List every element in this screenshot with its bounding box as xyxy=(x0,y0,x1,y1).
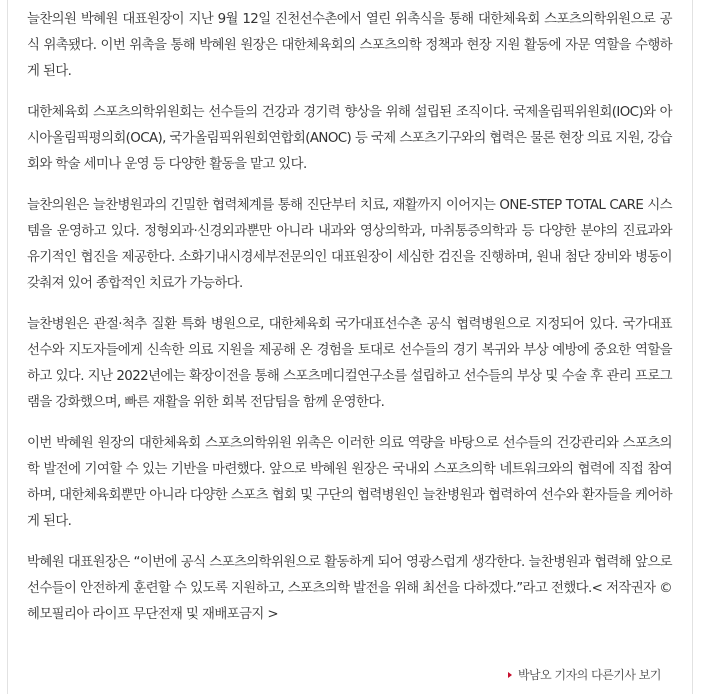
quote-text: 박혜원 대표원장은 “이번에 공식 스포츠의학위원으로 활동하게 되어 영광스럽게 생각한다. 늘찬병원과 협력해 앞으로 선수들이 안전하게 훈련할 수 있도록 지원하고, 스포츠의학 발전을 위해 최선을 다하겠다.”라고 전했다. xyxy=(27,555,672,596)
article-paragraph-2: 대한체육회 스포츠의학위원회는 선수들의 건강과 경기력 향상을 위해 설립된 조직이다. 국제올림픽위원회(IOC)와 아시아올림픽평의회(OCA), 국가올림픽위원회연합회(ANOC) 등 국제 스포츠기구와의 협력은 물론 현장 의료 지원, 강습회와 학술 세미나 운영 등 다양한 활동을 맡고 있다. xyxy=(27,105,672,172)
article-paragraph-5: 이번 박혜원 원장의 대한체육회 스포츠의학위원 위촉은 이러한 의료 역량을 바탕으로 선수들의 건강관리와 스포츠의학 발전에 기여할 수 있는 기반을 마련했다. 앞으로 박혜원 원장은 국내외 스포츠의학 네트워크와의 협력에 직접 참여하며, 대한체육회뿐만 아니라 다양한 스포츠 협회 및 구단의 협력병원인 늘찬병원과 협력하여 선수와 환자들을 케어하게 된다. xyxy=(27,436,672,529)
reporter-other-articles-link[interactable] xyxy=(508,666,661,683)
red-arrow-icon xyxy=(508,672,512,678)
article-paragraph-1: 늘찬의원 박혜원 대표원장이 지난 9월 12일 진천선수촌에서 열린 위촉식을 통해 대한체육회 스포츠의학위원으로 공식 위촉됐다. 이번 위촉을 통해 박혜원 원장은 대한체육회의 스포츠의학 정책과 현장 지원 활동에 자문 역할을 수행하게 된다. xyxy=(27,12,672,79)
article-paragraph-6 xyxy=(27,550,672,628)
reporter-link-label: 박남오 기자의 다른기사 보기 xyxy=(517,668,661,682)
article-paragraph-3: 늘찬의원은 늘찬병원과의 긴밀한 협력체계를 통해 진단부터 치료, 재활까지 이어지는 ONE-STEP TOTAL CARE 시스템을 운영하고 있다. 정형외과·신경외과뿐만 아니라 내과와 영상의학과, 마취통증의학과 등 다양한 분야의 진료과와 유기적인 협진을 제공한다. 소화기내시경세부전문의인 대표원장이 세심한 검진을 진행하며, 원내 첨단 장비와 병동이 갖춰져 있어 종합적인 치료가 가능하다. xyxy=(27,198,672,291)
article-body xyxy=(27,7,672,643)
article-paragraph-4: 늘찬병원은 관절·척추 질환 특화 병원으로, 대한체육회 국가대표선수촌 공식 협력병원으로 지정되어 있다. 국가대표 선수와 지도자들에게 신속한 의료 지원을 제공해 온 경험을 토대로 선수들의 경기 복귀와 부상 예방에 중요한 역할을 하고 있다. 지난 2022년에는 확장이전을 통해 스포츠메디컬연구소를 설립하고 선수들의 부상 및 수술 후 관리 프로그램을 강화했으며, 빠른 재활을 위한 회복 전담팀을 함께 운영한다. xyxy=(27,317,672,410)
copyright-notice: < 저작권자 © 헤모필리아 라이프 무단전재 및 재배포금지 > xyxy=(27,581,672,622)
